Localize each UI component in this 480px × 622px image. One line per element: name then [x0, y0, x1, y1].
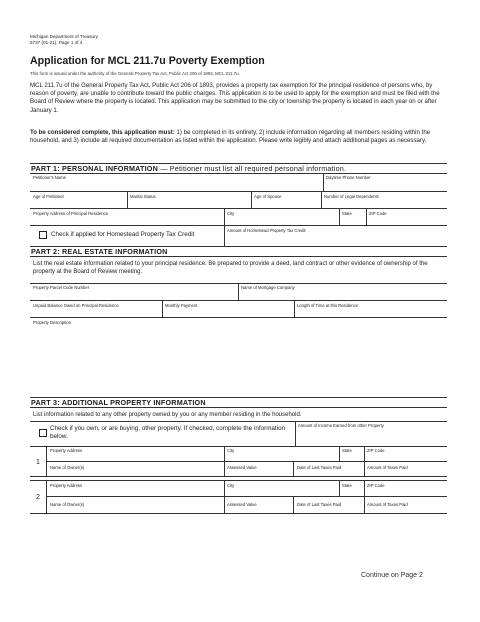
property-address-field[interactable]: Property Address of Principal Residence — [33, 211, 108, 216]
row-number: 1 — [36, 459, 40, 466]
mortgage-company-field[interactable]: Name of Mortgage Company — [241, 285, 295, 290]
continue-note: Continue on Page 2 — [361, 572, 423, 579]
age-petitioner-field[interactable]: Age of Petitioner — [33, 194, 64, 199]
completeness-lead: To be considered complete, this application must: — [30, 129, 175, 136]
part2-instructions: List the real estate information related to your principal residence. Be prepared to provide a deed, land contract or other evidence of ownership of the property at the Board of Review meeting. — [33, 261, 428, 275]
row-rule — [30, 317, 447, 318]
part1-name: PART 1: PERSONAL INFORMATION — [31, 164, 158, 173]
department-name: Michigan Department of Treasury — [30, 34, 98, 39]
divider — [293, 461, 294, 476]
part1-subtitle: — Petitioner must list all required personal information. — [160, 164, 347, 173]
taxes-paid-amount-field[interactable]: Amount of Taxes Paid — [367, 465, 408, 470]
divider — [251, 191, 252, 208]
state-field[interactable]: State — [342, 483, 352, 488]
completeness-paragraph — [30, 129, 444, 145]
taxes-paid-amount-field[interactable]: Amount of Taxes Paid — [367, 502, 408, 507]
row-rule — [30, 300, 447, 301]
other-property-label: Check if you own, or are buying, other property. If checked, complete the information below. — [50, 425, 286, 440]
part3-heading — [31, 398, 206, 407]
owner-name-field[interactable]: Name of Owner(s) — [50, 502, 85, 507]
part3-bottom-rule — [30, 513, 447, 514]
property-description-field[interactable]: Property Description — [33, 320, 71, 325]
zip-field[interactable]: ZIP Code — [367, 483, 385, 488]
parcel-code-field[interactable]: Property Parcel Code Number — [33, 285, 90, 290]
row-rule — [46, 461, 447, 462]
row-rule — [30, 446, 447, 447]
last-taxes-paid-field[interactable]: Date of Last Taxes Paid — [297, 502, 342, 507]
homestead-amount-field[interactable]: Amount of Homestead Property Tax Credit — [227, 228, 306, 233]
row-number: 2 — [36, 494, 40, 501]
form-title: Application for MCL 211.7u Poverty Exemption — [30, 55, 265, 67]
part2-header-rule — [30, 256, 447, 257]
daytime-phone-field[interactable]: Daytime Phone Number — [326, 175, 371, 180]
divider — [224, 446, 225, 461]
unpaid-balance-field[interactable]: Unpaid Balance Owed on Principal Residence — [33, 303, 119, 308]
divider — [224, 480, 225, 496]
authority-statement: This form is issued under the authority of the General Property Tax Act, Public Act 206 of 1893, MCL 211.7u. — [30, 71, 240, 76]
row-rule — [30, 421, 447, 422]
assessed-value-field[interactable]: Assessed Value — [227, 465, 257, 470]
divider — [295, 421, 296, 446]
part1-header-rule — [30, 173, 447, 174]
city-field[interactable]: City — [227, 211, 235, 216]
part3-name: PART 3: ADDITIONAL PROPERTY INFORMATION — [31, 398, 206, 407]
zip-field[interactable]: ZIP Code — [367, 448, 385, 453]
city-field[interactable]: City — [227, 483, 235, 488]
city-field[interactable]: City — [227, 448, 235, 453]
assessed-value-field[interactable]: Assessed Value — [227, 502, 257, 507]
property-address-field[interactable]: Property Address — [50, 483, 83, 488]
part3-instructions: List information related to any other property owned by you or any member residing in the household. — [33, 412, 302, 418]
divider — [339, 208, 340, 225]
length-of-time-field[interactable]: Length of Time at this Residence — [297, 303, 358, 308]
completeness-text: 1) be completed in its entirety, 2) include information regarding all members residing within the household, and 3) include all required documentation as listed within the application. Please write legibly and attach additional pages as necessary. — [30, 129, 431, 145]
divider — [127, 191, 128, 208]
divider — [224, 461, 225, 476]
part2-name: PART 2: REAL ESTATE INFORMATION — [31, 247, 168, 256]
divider — [162, 300, 163, 317]
divider — [339, 446, 340, 461]
divider — [366, 208, 367, 225]
row-rule — [46, 496, 447, 497]
divider — [224, 496, 225, 513]
row-rule — [30, 480, 447, 481]
row-rule — [30, 476, 447, 477]
marital-status-field[interactable]: Marital Status — [130, 194, 156, 199]
last-taxes-paid-field[interactable]: Date of Last Taxes Paid — [297, 465, 342, 470]
homestead-credit-label: Check if applied for Homestead Property Tax Credit — [51, 231, 195, 238]
divider — [323, 173, 324, 191]
part2-heading — [31, 247, 168, 256]
state-field[interactable]: State — [342, 448, 352, 453]
state-field[interactable]: State — [342, 211, 352, 216]
divider — [321, 191, 322, 208]
part1-heading — [31, 164, 346, 173]
form-number: 5737 (01-21), Page 1 of 4 — [30, 40, 83, 45]
intro-paragraph: MCL 211.7u of the General Property Tax Act, Public Act 206 of 1893, provides a property tax exemption for the principal residence of persons who, by reason of poverty, are unable to contribute toward the public charges. This application is to be used to apply for the exemption and must be filed with the Board of Review where the property is located. This application may be submitted to the city or township the property is located in each year on or after January 1. — [30, 82, 440, 114]
row-rule — [30, 208, 447, 209]
other-income-field[interactable]: Amount of Income Earned from other Property — [298, 423, 384, 428]
owner-name-field[interactable]: Name of Owner(s) — [50, 465, 85, 470]
petitioner-name-field[interactable]: Petitioner's Name — [33, 175, 66, 180]
divider — [238, 283, 239, 300]
part3-header-rule — [30, 407, 447, 408]
row-rule — [30, 225, 447, 226]
monthly-payment-field[interactable]: Monthly Payment — [165, 303, 198, 308]
divider — [224, 225, 225, 246]
age-spouse-field[interactable]: Age of Spouse — [254, 194, 282, 199]
property-address-field[interactable]: Property Address — [50, 448, 83, 453]
zip-field[interactable]: ZIP Code — [369, 211, 387, 216]
divider — [339, 480, 340, 496]
divider — [293, 496, 294, 513]
divider — [294, 300, 295, 317]
homestead-credit-checkbox[interactable] — [39, 231, 47, 239]
divider — [224, 208, 225, 225]
row-rule — [30, 191, 447, 192]
legal-dependents-field[interactable]: Number of Legal Dependents — [324, 194, 379, 199]
other-property-checkbox[interactable] — [39, 429, 47, 437]
